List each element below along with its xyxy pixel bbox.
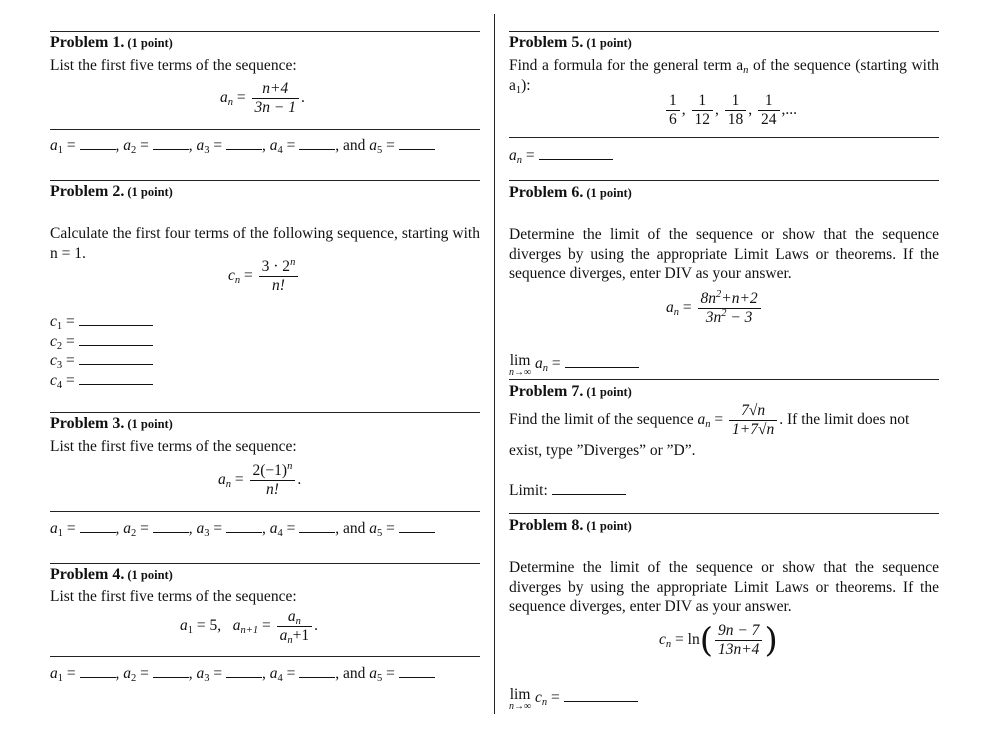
answer-label: a (196, 137, 205, 154)
and-text: and (343, 520, 366, 537)
problem-8-title (509, 516, 632, 537)
answer-sub: 2 (131, 528, 137, 539)
problem-points: (1 point) (127, 185, 173, 199)
problem-7-prompt: Find the limit of the sequence $a_n$ = $\frac{7√n}{1+7√n}$ . If the limit does not (509, 402, 910, 438)
numerator-text: a (287, 608, 296, 625)
problem-points: (1 point) (127, 36, 173, 50)
answer-label: c (535, 689, 542, 706)
problem-4-title (50, 565, 173, 586)
formula-lhs: c (659, 631, 666, 649)
answer-label: a (369, 137, 378, 154)
answer-a4-input[interactable] (299, 665, 335, 678)
answer-label: a (50, 137, 58, 154)
problem-3-prompt: List the first five terms of the sequence: (50, 438, 297, 455)
answer-row: $c_2$ = (50, 332, 153, 352)
answer-label: c (50, 352, 57, 369)
answer-a3-input[interactable] (226, 520, 262, 533)
answer-c1-input[interactable] (79, 313, 153, 326)
denominator-sup: 2 (721, 308, 727, 319)
term-numerator: 1 (725, 92, 747, 111)
formula-fraction (698, 290, 761, 327)
problem-6-prompt: Determine the limit of the sequence or show that the sequence diverges by using the appropriate Limit Laws or theorems. If the sequence diverges, enter DIV as your answer. (509, 226, 939, 282)
problem-5-title (509, 33, 632, 54)
denominator-tail: − 3 (730, 309, 753, 326)
problem-title-text: Problem 5. (509, 34, 584, 51)
lim-text: lim (509, 352, 531, 369)
term-numerator: 1 (666, 92, 680, 111)
answer-an-input[interactable] (539, 147, 613, 160)
formula-sub: n (665, 639, 672, 651)
problem-title-text: Problem 2. (50, 183, 125, 200)
formula-sub: n (673, 307, 679, 319)
problem-6-answer: lim n→∞ $a_n$ = (509, 354, 639, 378)
ellipsis: ,... (781, 101, 797, 119)
formula-sub: n (227, 97, 233, 109)
answer-a1-input[interactable] (80, 665, 116, 678)
answer-sub: n (516, 155, 522, 166)
prompt-end: ): (521, 76, 531, 94)
formula-fraction (729, 402, 777, 439)
and-text: and (343, 137, 366, 154)
answer-sub: 5 (377, 145, 383, 156)
init-value: = 5, (196, 617, 222, 635)
sequence-term (725, 92, 747, 129)
problem-6-title (509, 183, 632, 204)
answer-label: a (123, 520, 131, 537)
problem-points: (1 point) (127, 568, 173, 582)
problem-title-text: Problem 6. (509, 184, 584, 201)
formula-fraction (277, 608, 313, 645)
answer-a3-input[interactable] (226, 665, 262, 678)
sequence-term (692, 92, 714, 129)
problem-points: (1 point) (586, 519, 632, 533)
answer-label: a (50, 520, 58, 537)
term-denominator: 12 (694, 111, 710, 128)
answer-sub: 5 (377, 673, 383, 684)
answer-sub: 3 (204, 145, 210, 156)
problem-8-prompt: Determine the limit of the sequence or show that the sequence diverges by using the appropriate Limit Laws or theorems. If the sequence diverges, enter DIV as your answer. (509, 559, 939, 615)
answer-label: c (50, 371, 57, 389)
problem-5-answer: $a_n$ = (509, 146, 613, 166)
formula-lhs: a (218, 471, 226, 489)
lim-subscript: n→∞ (509, 367, 532, 378)
rule (50, 563, 480, 564)
lim-subscript: n→∞ (509, 701, 532, 712)
limit-operator (509, 354, 531, 378)
problem-7-title (509, 382, 632, 403)
rule (509, 31, 939, 32)
init-lhs: a (180, 617, 188, 635)
term-denominator: 24 (761, 111, 777, 128)
term-denominator: 6 (669, 111, 677, 128)
answer-label: c (50, 332, 57, 350)
term-denominator: 18 (727, 111, 744, 128)
fraction-denominator: 13n+4 (717, 641, 760, 658)
answer-sub: 1 (56, 321, 63, 332)
problem-5-sequence: $\frac{1}{6}$ , $\frac{1}{12}$ , $\frac{1}{18}$ , $\frac{1}{24}$ ,... (664, 92, 797, 129)
formula-sub: n (705, 419, 711, 431)
right-paren: ) (764, 620, 778, 661)
problem-1-title (50, 33, 173, 54)
prompt-sub: n (743, 65, 749, 76)
problem-title-text: Problem 7. (509, 383, 584, 400)
answer-label: c (50, 313, 57, 330)
answer-a5-input[interactable] (399, 520, 435, 533)
answer-label: a (196, 520, 205, 537)
answer-limit-input[interactable] (565, 355, 639, 368)
prompt-text: Find the limit of the sequence (509, 411, 694, 429)
formula-lhs: a (697, 411, 706, 429)
prompt-tail-sub: 1 (515, 84, 522, 96)
numerator-sup: n (287, 461, 293, 472)
answer-sub: 1 (57, 528, 63, 539)
problem-8-formula (659, 622, 778, 659)
fraction-numerator: n+4 (252, 80, 299, 99)
answer-label: a (50, 665, 58, 682)
answer-label: a (269, 665, 278, 682)
answer-sub: 2 (131, 673, 137, 684)
answer-c2-input[interactable] (79, 333, 153, 346)
answer-a1-input[interactable] (80, 137, 116, 150)
answer-sub: 4 (277, 673, 283, 684)
sequence-term (758, 92, 780, 129)
numerator-text: 8n (700, 290, 716, 307)
formula-lhs: c (228, 267, 235, 285)
recurrence-sub: n+1 (240, 625, 259, 637)
fraction-denominator: 3n − 1 (254, 99, 296, 116)
answer-label: a (269, 520, 278, 537)
fraction-numerator (698, 290, 761, 309)
problem-2-formula: $c_n$ = $\frac{3 \cdot 2^n}{n!}$ (228, 258, 300, 295)
answer-label: a (269, 137, 278, 154)
column-divider (494, 14, 495, 714)
answer-label: a (369, 665, 378, 682)
rule (50, 511, 480, 512)
problem-6-formula: $a_n$ = $\frac{8n^2+n+2}{3n^2 - 3}$ (666, 290, 763, 327)
problem-7-answer (509, 481, 626, 501)
fraction-denominator (277, 627, 313, 645)
formula-fraction (715, 622, 762, 659)
rule (50, 656, 480, 657)
answer-a2-input[interactable] (153, 520, 189, 533)
problem-1-formula: $a_n$ = $\frac{n+4}{3n - 1}$ . (220, 80, 305, 116)
problem-2-title (50, 182, 173, 203)
problem-4-answers: $a_1$ = , $a_2$ = , $a_3$ = , $a_4$ = , and $a_5$ = (50, 664, 435, 684)
problem-points: (1 point) (586, 385, 632, 399)
fraction-denominator: n! (265, 481, 279, 498)
answer-a3-input[interactable] (226, 137, 262, 150)
answer-label: a (123, 665, 131, 682)
problem-2-answers (50, 312, 153, 390)
problem-points: (1 point) (586, 36, 632, 50)
problem-3-answers: $a_1$ = , $a_2$ = , $a_3$ = , $a_4$ = , and $a_5$ = (50, 519, 435, 539)
answer-label: a (123, 137, 131, 154)
numerator-sub: n (295, 616, 301, 627)
numerator-tail: +n+2 (721, 290, 758, 307)
fraction-numerator (259, 258, 299, 277)
answer-sub: n (541, 697, 548, 708)
answer-sub: 1 (57, 673, 63, 684)
answer-label: a (535, 355, 543, 372)
problem-4-prompt: List the first five terms of the sequence: (50, 588, 297, 605)
problem-5-prompt (509, 56, 939, 95)
problem-title-text: Problem 1. (50, 34, 125, 51)
fraction-numerator: 7√n (729, 402, 777, 421)
and-text: and (343, 665, 366, 682)
answer-label: a (196, 665, 205, 682)
prompt-text: . If the limit does not (779, 411, 910, 429)
problem-4-formula: $a_1 = 5$, $a_{n+1}$ = $\frac{a_n}{a_n+1}$ . (180, 608, 318, 646)
denominator-text: a (279, 627, 288, 644)
answer-sub: 4 (277, 528, 283, 539)
left-paren: ( (699, 620, 713, 661)
problem-8-answer: lim n→∞ $c_n$ = (509, 688, 638, 712)
answer-sub: 2 (56, 340, 63, 352)
formula-sub: n (225, 479, 231, 491)
problem-3-formula: $a_n$ = $\frac{2(-1)^n}{n!}$ . (218, 461, 302, 498)
answer-sub: 4 (56, 379, 63, 391)
rule (509, 379, 939, 380)
answer-label: a (369, 520, 378, 537)
problem-1-prompt: List the first five terms of the sequence: (50, 57, 297, 74)
rule (509, 513, 939, 514)
answer-label: a (509, 147, 517, 164)
problem-3-title (50, 414, 173, 435)
problem-7-prompt-end: exist, type ”Diverges” or ”D”. (509, 442, 696, 459)
answer-a4-input[interactable] (299, 520, 335, 533)
rule (50, 31, 480, 32)
limit-operator (509, 688, 531, 712)
answer-a2-input[interactable] (153, 137, 189, 150)
rule (50, 180, 480, 181)
term-numerator: 1 (758, 92, 780, 111)
formula-lhs: a (220, 89, 228, 107)
answer-c3-input[interactable] (79, 352, 153, 365)
denominator-sub: n (287, 635, 293, 646)
answer-a1-input[interactable] (80, 520, 116, 533)
answer-sub: 3 (204, 528, 210, 539)
problem-2-prompt: Calculate the first four terms of the following sequence, starting with n = 1. (50, 225, 480, 262)
problem-title-text: Problem 4. (50, 566, 125, 583)
fraction-denominator (698, 309, 761, 327)
init-sub: 1 (187, 625, 193, 637)
answer-row: $c_4$ = (50, 371, 153, 391)
answer-sub: 5 (377, 528, 383, 539)
recurrence-lhs: a (232, 617, 241, 635)
rule (50, 412, 480, 413)
lim-text: lim (509, 686, 531, 703)
answer-limit-input[interactable] (552, 482, 626, 495)
problem-1-answers: $a_1$ = , $a_2$ = , $a_3$ = , $a_4$ = , and $a_5$ = (50, 136, 435, 156)
answer-a5-input[interactable] (399, 665, 435, 678)
formula-sub: n (234, 275, 241, 287)
sequence-term (666, 92, 680, 129)
prompt-text: Find a formula for the general term a (509, 57, 744, 74)
term-numerator: 1 (692, 92, 714, 111)
answer-a5-input[interactable] (399, 137, 435, 150)
rule (509, 180, 939, 181)
rule (50, 129, 480, 130)
problem-title-text: Problem 8. (509, 517, 584, 534)
numerator-sup: 2 (716, 289, 722, 300)
numerator-text: 2(−1) (252, 462, 288, 479)
prompt-tail: of the sequence (starting with a (509, 57, 940, 94)
denominator-text: 3n (705, 309, 722, 326)
answer-sub: 2 (131, 145, 137, 156)
fraction-numerator (250, 462, 296, 481)
numerator-sup: n (290, 257, 296, 268)
formula-lhs: a (666, 299, 674, 317)
denominator-tail: +1 (292, 627, 310, 644)
answer-sub: n (542, 363, 549, 374)
answer-sub: 3 (204, 673, 210, 684)
answer-c4-input[interactable] (79, 372, 153, 385)
fraction-denominator: n! (272, 277, 285, 294)
numerator-text: 3 · 2 (261, 258, 291, 275)
problem-title-text: Problem 3. (50, 415, 125, 432)
answer-sub: 4 (277, 145, 283, 156)
answer-sub: 1 (57, 145, 63, 156)
answer-limit-input[interactable] (564, 689, 638, 702)
answer-a4-input[interactable] (299, 137, 335, 150)
limit-label: Limit: (509, 482, 548, 499)
fraction-numerator (277, 608, 313, 627)
answer-row: $c_3$ = (50, 351, 153, 371)
answer-a2-input[interactable] (153, 665, 189, 678)
function-name: = ln (675, 631, 700, 649)
answer-sub: 3 (56, 360, 63, 371)
fraction-denominator: 1+7√n (732, 421, 775, 438)
problem-points: (1 point) (586, 186, 632, 200)
problem-points: (1 point) (127, 417, 173, 431)
fraction-numerator: 9n − 7 (715, 622, 762, 641)
formula-fraction (250, 462, 296, 499)
formula-fraction (252, 80, 299, 117)
formula-fraction (259, 258, 299, 295)
answer-row: $c_1$ = (50, 312, 153, 332)
rule (509, 137, 939, 138)
